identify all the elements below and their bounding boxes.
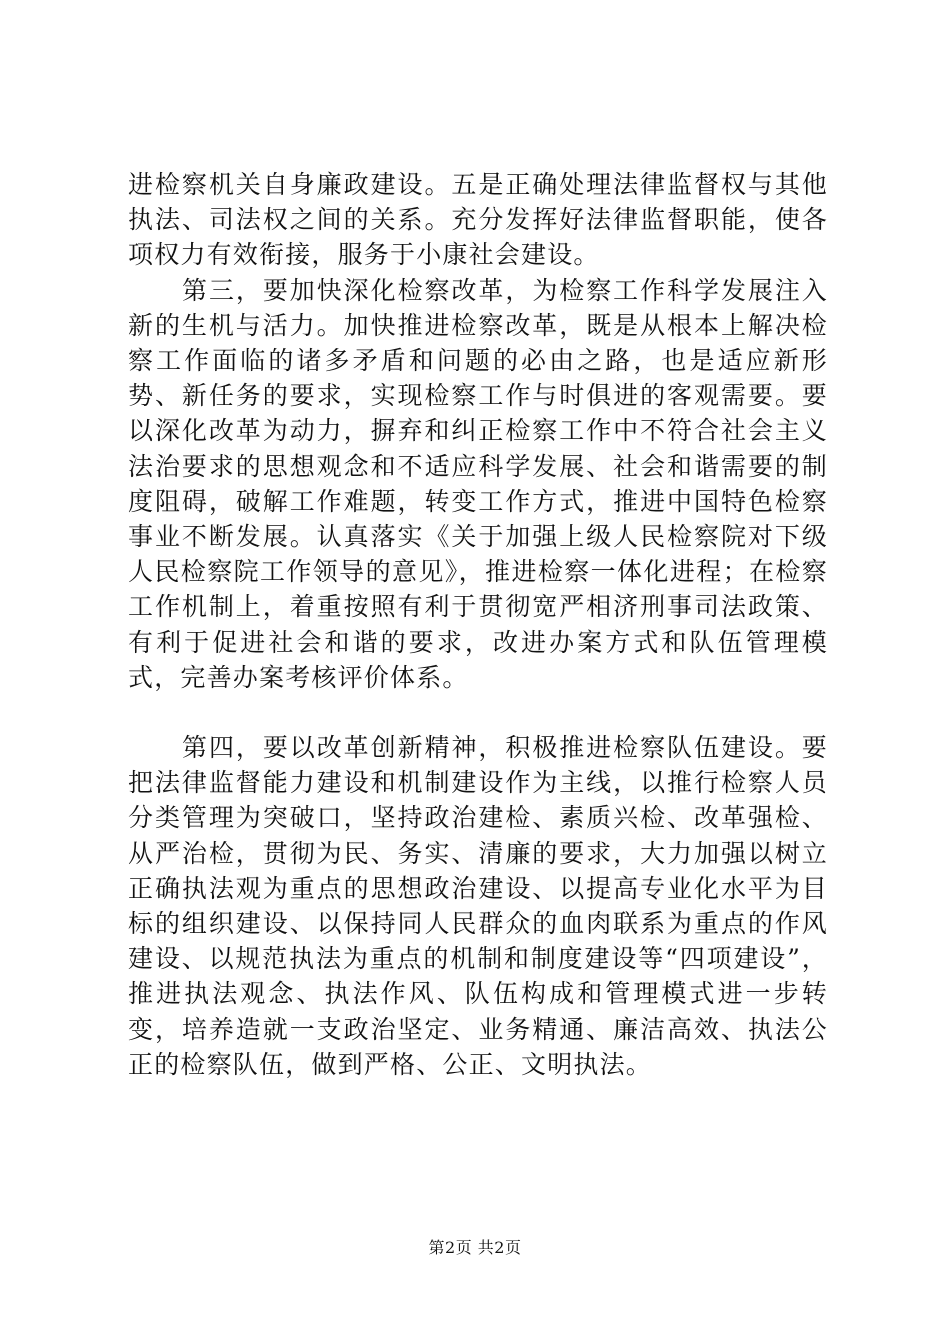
paragraph-fourth-point: 第四，要以改革创新精神，积极推进检察队伍建设。要把法律监督能力建设和机制建设作为主线，以推行检察人员分类管理为突破口，坚持政治建检、素质兴检、改革强检、从严治检，贯彻为民、务实、清廉的要求，大力加强以树立正确执法观为重点的思想政治建设、以提高专业化水平为目标的组织建设、以保持同人民群众的血肉联系为重点的作风建设、以规范执法为重点的机制和制度建设等“四项建设”，推进执法观念、执法作风、队伍构成和管理模式进一步转变，培养造就一支政治坚定、业务精通、廉洁高效、执法公正的检察队伍，做到严格、公正、文明执法。	[128, 733, 828, 1079]
document-body	[128, 167, 828, 1082]
paragraph-continuation: 进检察机关自身廉政建设。五是正确处理法律监督权与其他执法、司法权之间的关系。充分发挥好法律监督职能，使各项权力有效衔接，服务于小康社会建设。	[128, 170, 828, 270]
page-number-footer: 第2页 共2页	[428, 1238, 522, 1257]
paragraph-third-point: 第三，要加快深化检察改革，为检察工作科学发展注入新的生机与活力。加快推进检察改革，既是从根本上解决检察工作面临的诸多矛盾和问题的必由之路，也是适应新形势、新任务的要求，实现检察工作与时俱进的客观需要。要以深化改革为动力，摒弃和纠正检察工作中不符合社会主义法治要求的思想观念和不适应科学发展、社会和谐需要的制度阻碍，破解工作难题，转变工作方式，推进中国特色检察事业不断发展。认真落实《关于加强上级人民检察院对下级人民检察院工作领导的意见》，推进检察一体化进程；在检察工作机制上，着重按照有利于贯彻宽严相济刑事司法政策、有利于促进社会和谐的要求，改进办案方式和队伍管理模式，完善办案考核评价体系。	[128, 275, 828, 692]
